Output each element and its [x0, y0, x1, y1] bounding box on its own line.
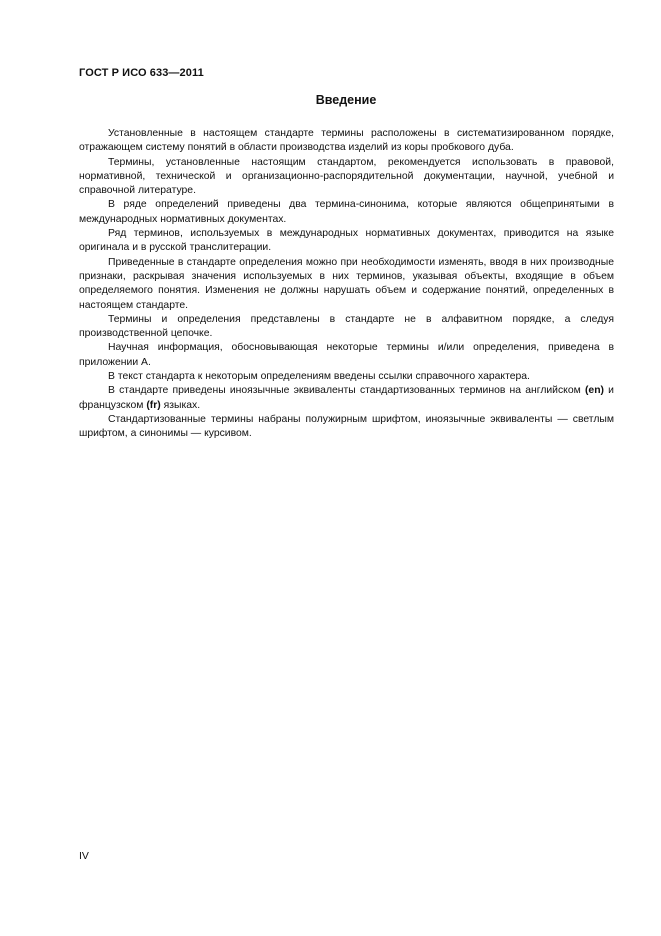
language-code-fr: (fr) [146, 399, 161, 411]
paragraph-6: Термины и определения представлены в стандарте не в алфавитном порядке, а следуя производственной цепочке. [79, 313, 614, 340]
language-code-en: (en) [584, 385, 604, 397]
languages-text-after: языках. [160, 399, 201, 411]
paragraph-7: Научная информация, обосновывающая некоторые термины и/или определения, приведена в приложении А. [79, 342, 614, 368]
introduction-body [79, 127, 614, 442]
paragraph-last: Стандартизованные термины набраны полужирным шрифтом, иноязычные эквиваленты — светлым шрифтом, а синонимы — курсивом. [79, 413, 614, 440]
paragraph-3: В ряде определений приведены два термина-синонима, которые являются общепринятыми в международных нормативных документах. [79, 199, 614, 225]
paragraph-4: Ряд терминов, используемых в международных нормативных документах, приводится на языке оригинала и в русской транслитерации. [79, 228, 614, 254]
page-number: IV [79, 850, 89, 862]
languages-text-middle: и французском [79, 385, 614, 411]
standard-code-header: ГОСТ Р ИСО 633—2011 [79, 67, 204, 79]
paragraph-5: Приведенные в стандарте определения можно при необходимости изменять, вводя в них производные признаки, раскрывая значения используемых в них терминов, указывая объекты, входящие в объем определяемого понятия. Изменения не должны нарушать объем и содержание понятий, определенных в настоящем стандарте. [79, 256, 614, 311]
paragraph-1: Установленные в настоящем стандарте термины расположены в систематизированном порядке, отражающем систему понятий в области производства изделий из коры пробкового дуба. [79, 128, 614, 154]
paragraph-8: В текст стандарта к некоторым определениям введены ссылки справочного характера. [108, 371, 530, 383]
paragraph-2: Термины, установленные настоящим стандартом, рекомендуется использовать в правовой, нормативной, технической и организационно-распорядительной документации, научной, учебной и справочной литературе. [79, 156, 614, 197]
section-title: Введение [315, 93, 377, 107]
languages-text-before: В стандарте приведены иноязычные эквиваленты стандартизованных терминов на английском [108, 385, 585, 397]
paragraph-languages [79, 384, 614, 413]
